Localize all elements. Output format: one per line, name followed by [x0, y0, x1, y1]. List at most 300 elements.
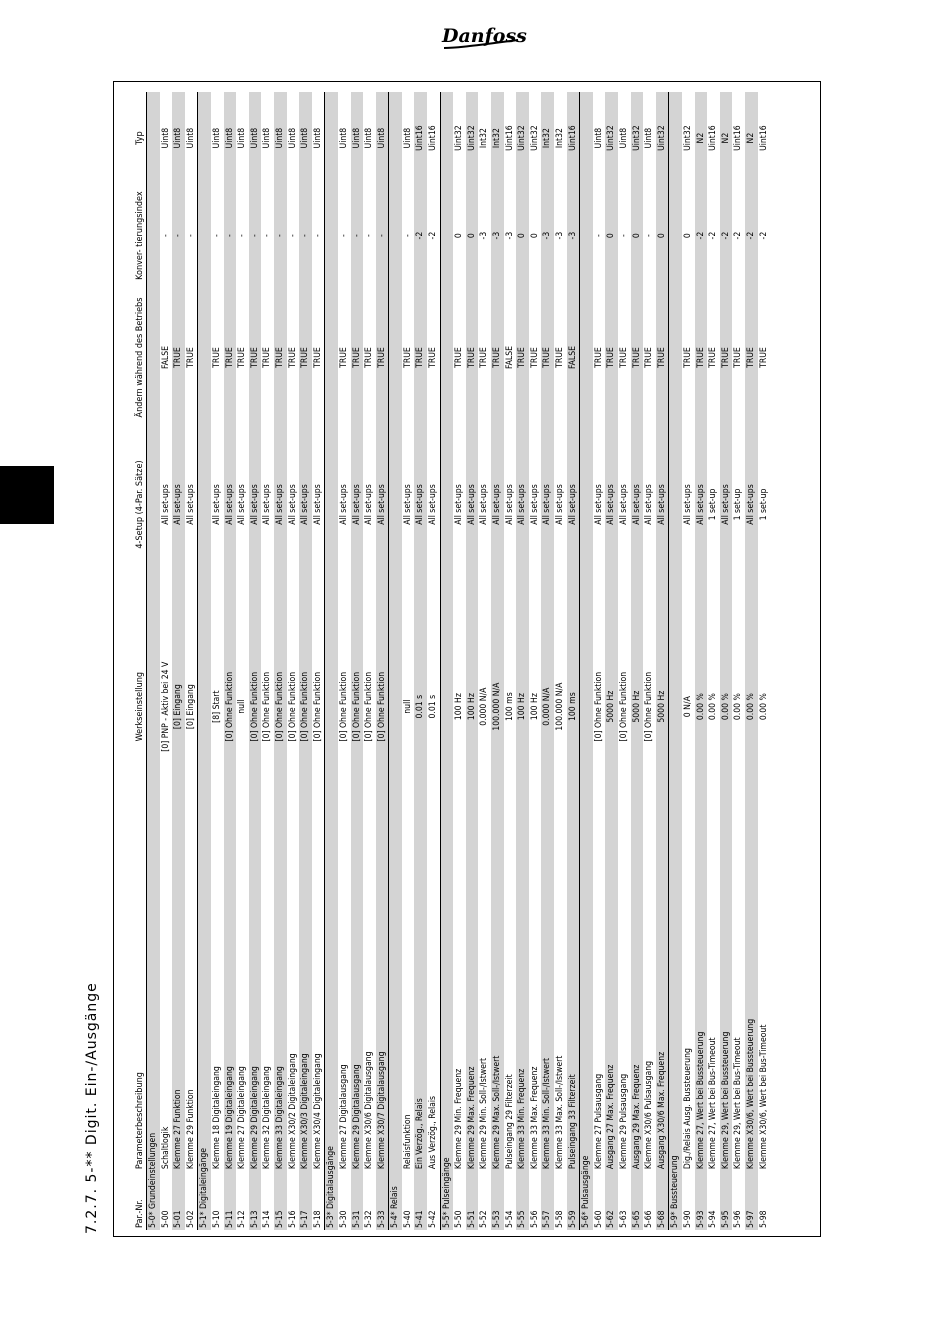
conversion-index-cell: 0: [516, 184, 529, 287]
type-cell: Uint16: [428, 125, 439, 151]
default-cell: [0] PNP - Aktiv bei 24 V: [160, 661, 171, 752]
group-filler-cell: [440, 92, 453, 184]
header-type: Typ: [135, 131, 145, 145]
change-cell: TRUE: [516, 287, 529, 428]
conversion-index-cell: -2: [745, 184, 758, 287]
type-cell: Uint8: [237, 127, 248, 149]
type-cell: Uint32: [516, 92, 529, 184]
description-cell: Klemme X30/6 Pulsausgang: [644, 1061, 655, 1170]
change-cell: FALSE: [567, 287, 580, 428]
setup-cell: All set-ups: [402, 484, 413, 525]
table-row: [593, 92, 606, 1230]
setup-cell: All set-ups: [312, 484, 323, 525]
default-cell: null: [237, 699, 248, 714]
par-nr-cell: 5-11: [224, 1171, 237, 1230]
par-nr-cell: 5-63: [618, 1210, 629, 1228]
table-row: [236, 92, 249, 1230]
group-header-row: [325, 92, 338, 1230]
type-cell: Uint8: [364, 127, 375, 149]
description-cell: Pulseingang 33 Filterzeit: [567, 832, 580, 1171]
conversion-index-cell: -2: [708, 231, 719, 240]
setup-cell: 1 set-up: [758, 488, 769, 521]
par-nr-cell: 5-94: [708, 1210, 719, 1228]
conversion-index-cell: -: [351, 184, 364, 287]
table-row: [261, 92, 274, 1230]
table-row: [554, 92, 567, 1230]
change-cell: TRUE: [644, 347, 655, 368]
group-label: 5-0* Grundeinstellungen: [147, 581, 160, 1230]
par-nr-cell: 5-62: [605, 1171, 618, 1230]
setup-cell: All set-ups: [516, 428, 529, 581]
chapter-tab: [0, 466, 54, 524]
par-nr-cell: 5-55: [516, 1171, 529, 1230]
change-cell: TRUE: [618, 347, 629, 368]
par-nr-cell: 5-52: [479, 1210, 490, 1228]
default-cell: 0.00 %: [733, 693, 744, 721]
change-cell: TRUE: [428, 347, 439, 368]
conversion-index-cell: 0: [656, 184, 669, 287]
change-cell: TRUE: [720, 287, 733, 428]
type-cell: Uint8: [262, 127, 273, 149]
default-cell: 0.00 %: [745, 581, 758, 832]
conversion-index-cell: -: [224, 184, 237, 287]
par-nr-cell: 5-31: [351, 1171, 364, 1230]
default-cell: 100 Hz: [529, 693, 540, 721]
setup-cell: 1 set-up: [708, 488, 719, 521]
change-cell: TRUE: [249, 287, 262, 428]
group-label: 5-6* Pulsausgänge: [580, 581, 593, 1230]
setup-cell: All set-ups: [249, 428, 262, 581]
description-cell: Klemme 29 Funktion: [185, 1089, 196, 1170]
header-default: Werkseinstellung: [135, 671, 145, 742]
type-cell: Uint32: [631, 92, 644, 184]
change-cell: TRUE: [364, 347, 375, 368]
table-row: [605, 92, 618, 1230]
setup-cell: All set-ups: [364, 484, 375, 525]
par-nr-cell: 5-57: [541, 1171, 554, 1230]
setup-cell: All set-ups: [618, 484, 629, 525]
table-row: [414, 92, 427, 1230]
group-label: 5-5* Pulseingänge: [440, 581, 453, 1230]
conversion-index-cell: -: [249, 184, 262, 287]
description-cell: Ausgang 29 Max. Frequenz: [631, 832, 644, 1171]
setup-cell: All set-ups: [338, 484, 349, 525]
group-filler-cell: [669, 92, 682, 184]
conversion-index-cell: -3: [504, 231, 515, 240]
default-cell: [0] Eingang: [185, 684, 196, 730]
table-body: [147, 92, 771, 1230]
par-nr-cell: 5-50: [454, 1210, 465, 1228]
conversion-index-cell: -3: [479, 231, 490, 240]
default-cell: [0] Ohne Funktion: [274, 581, 287, 832]
group-filler-cell: [147, 92, 160, 184]
conversion-index-cell: -: [172, 184, 185, 287]
change-cell: TRUE: [274, 287, 287, 428]
default-cell: 0.00 %: [720, 581, 733, 832]
description-cell: Klemme 29 Max. Frequenz: [466, 832, 479, 1171]
default-cell: [0] Ohne Funktion: [224, 581, 237, 832]
setup-cell: All set-ups: [262, 484, 273, 525]
setup-cell: All set-ups: [656, 428, 669, 581]
conversion-index-cell: -2: [733, 231, 744, 240]
type-cell: Uint8: [224, 92, 237, 184]
default-cell: 0.000 N/A: [479, 687, 490, 726]
default-cell: 100 Hz: [466, 581, 479, 832]
svg-text:Danfoss: Danfoss: [442, 25, 527, 47]
type-cell: Uint32: [454, 125, 465, 151]
conversion-index-cell: 0: [682, 233, 693, 239]
setup-cell: All set-ups: [160, 484, 171, 525]
group-filler-cell: [147, 287, 160, 428]
section-title: 7.2.7. 5-** Digit. Ein-/Ausgänge: [84, 982, 100, 1234]
setup-cell: All set-ups: [491, 428, 504, 581]
change-cell: TRUE: [338, 347, 349, 368]
group-filler-cell: [580, 92, 593, 184]
change-cell: TRUE: [414, 287, 427, 428]
parameter-table: [116, 92, 770, 1230]
change-cell: TRUE: [555, 347, 565, 368]
par-nr-cell: 5-58: [555, 1210, 565, 1228]
table-row: [707, 92, 720, 1230]
description-cell: Klemme 27 Digitaleingang: [237, 1066, 248, 1170]
type-cell: Int32: [479, 128, 490, 149]
setup-cell: All set-ups: [299, 428, 312, 581]
description-cell: Klemme 29 Min. Soll-/Istwert: [479, 1057, 490, 1170]
description-cell: Klemme X30/6 Digitalausgang: [364, 1051, 375, 1170]
header-setup: 4-Setup (4-Par. Sätze): [135, 460, 145, 549]
par-nr-cell: 5-33: [376, 1171, 389, 1230]
table-row: [745, 92, 758, 1230]
par-nr-cell: 5-53: [491, 1171, 504, 1230]
conversion-index-cell: -: [376, 184, 389, 287]
description-cell: Schaltlogik: [160, 1126, 171, 1170]
conversion-index-cell: -2: [720, 184, 733, 287]
change-cell: TRUE: [682, 347, 693, 368]
conversion-index-cell: -: [312, 234, 323, 238]
table-row: [541, 92, 554, 1230]
default-cell: 0.00 %: [695, 581, 708, 832]
type-cell: Uint16: [733, 125, 744, 151]
default-cell: 100 Hz: [516, 581, 529, 832]
par-nr-cell: 5-93: [695, 1171, 708, 1230]
change-cell: TRUE: [172, 287, 185, 428]
type-cell: Uint8: [402, 127, 413, 149]
change-cell: TRUE: [237, 347, 248, 368]
setup-cell: All set-ups: [224, 428, 237, 581]
change-cell: TRUE: [758, 347, 769, 368]
setup-cell: All set-ups: [274, 428, 287, 581]
change-cell: TRUE: [351, 287, 364, 428]
group-filler-cell: [440, 184, 453, 287]
change-cell: TRUE: [376, 287, 389, 428]
par-nr-cell: 5-02: [185, 1210, 196, 1228]
group-header-row: [580, 92, 593, 1230]
description-cell: Klemme 27 Funktion: [172, 832, 185, 1171]
description-cell: Relaisfunktion: [402, 1114, 413, 1170]
setup-cell: All set-ups: [351, 428, 364, 581]
default-cell: 0.00 %: [708, 693, 719, 721]
type-cell: Uint8: [618, 127, 629, 149]
par-nr-cell: 5-97: [745, 1171, 758, 1230]
group-filler-cell: [198, 184, 211, 287]
type-cell: Uint8: [338, 127, 349, 149]
group-filler-cell: [440, 428, 453, 581]
group-filler-cell: [198, 428, 211, 581]
conversion-index-cell: -3: [541, 184, 554, 287]
type-cell: Uint8: [249, 92, 262, 184]
change-cell: TRUE: [605, 287, 618, 428]
conversion-index-cell: -3: [491, 184, 504, 287]
default-cell: [0] Ohne Funktion: [644, 671, 655, 742]
description-cell: Pulseingang 29 Filterzeit: [504, 1074, 515, 1170]
group-header-row: [669, 92, 682, 1230]
par-nr-cell: 5-16: [287, 1210, 298, 1228]
conversion-index-cell: -3: [555, 231, 565, 240]
description-cell: Klemme 29 Max. Soll-/Istwert: [491, 832, 504, 1171]
change-cell: TRUE: [593, 347, 604, 368]
group-filler-cell: [669, 428, 682, 581]
table-row: [376, 92, 389, 1230]
setup-cell: All set-ups: [695, 428, 708, 581]
group-filler-cell: [325, 428, 338, 581]
group-filler-cell: [325, 92, 338, 184]
setup-cell: All set-ups: [414, 428, 427, 581]
setup-cell: All set-ups: [605, 428, 618, 581]
description-cell: Klemme X30/2 Digitaleingang: [287, 1053, 298, 1170]
group-filler-cell: [198, 287, 211, 428]
par-nr-cell: 5-41: [414, 1171, 427, 1230]
conversion-index-cell: -2: [428, 231, 439, 240]
setup-cell: All set-ups: [287, 484, 298, 525]
table-row: [732, 92, 745, 1230]
setup-cell: All set-ups: [567, 428, 580, 581]
table-row: [363, 92, 376, 1230]
change-cell: TRUE: [695, 287, 708, 428]
conversion-index-cell: 0: [454, 233, 465, 239]
default-cell: [0] Eingang: [172, 581, 185, 832]
group-filler-cell: [389, 92, 402, 184]
table-row: [758, 92, 771, 1230]
description-cell: Klemme 29 Min. Frequenz: [454, 1068, 465, 1170]
conversion-index-cell: -: [237, 234, 248, 238]
type-cell: Uint8: [211, 127, 222, 149]
table-header-row: [116, 92, 147, 1230]
group-header-row: [198, 92, 211, 1230]
par-nr-cell: 5-56: [529, 1210, 540, 1228]
change-cell: TRUE: [211, 347, 222, 368]
type-cell: Uint8: [274, 92, 287, 184]
default-cell: [8] Start: [211, 690, 222, 723]
description-cell: Klemme 33 Min. Soll-/Istwert: [541, 832, 554, 1171]
change-cell: TRUE: [479, 347, 490, 368]
table-row: [453, 92, 466, 1230]
change-cell: TRUE: [733, 347, 744, 368]
default-cell: [0] Ohne Funktion: [618, 671, 629, 742]
conversion-index-cell: 0: [466, 184, 479, 287]
change-cell: TRUE: [224, 287, 237, 428]
par-nr-cell: 5-17: [299, 1171, 312, 1230]
type-cell: Uint8: [287, 127, 298, 149]
setup-cell: All set-ups: [682, 484, 693, 525]
setup-cell: All set-ups: [644, 484, 655, 525]
table-row: [656, 92, 669, 1230]
type-cell: Uint8: [312, 127, 323, 149]
default-cell: [0] Ohne Funktion: [338, 671, 349, 742]
default-cell: 0.01 s: [414, 581, 427, 832]
table-row: [567, 92, 580, 1230]
setup-cell: All set-ups: [454, 484, 465, 525]
setup-cell: All set-ups: [529, 484, 540, 525]
setup-cell: All set-ups: [376, 428, 389, 581]
description-cell: Klemme 32 Digitaleingang: [262, 1066, 273, 1170]
table-row: [249, 92, 262, 1230]
conversion-index-cell: -: [211, 234, 222, 238]
description-cell: Klemme 33 Max. Frequenz: [529, 1066, 540, 1170]
par-nr-cell: 5-68: [656, 1171, 669, 1230]
type-cell: Uint8: [299, 92, 312, 184]
table-row: [427, 92, 440, 1230]
par-nr-cell: 5-98: [758, 1210, 769, 1228]
setup-cell: All set-ups: [172, 428, 185, 581]
type-cell: Uint32: [682, 125, 693, 151]
group-filler-cell: [147, 428, 160, 581]
conversion-index-cell: -2: [695, 184, 708, 287]
type-cell: Int32: [541, 92, 554, 184]
par-nr-cell: 5-95: [720, 1171, 733, 1230]
group-filler-cell: [440, 287, 453, 428]
type-cell: N2: [720, 92, 733, 184]
type-cell: Uint8: [185, 127, 196, 149]
par-nr-cell: 5-01: [172, 1171, 185, 1230]
par-nr-cell: 5-90: [682, 1210, 693, 1228]
type-cell: Uint32: [529, 125, 540, 151]
type-cell: Uint16: [414, 92, 427, 184]
type-cell: Uint16: [504, 125, 515, 151]
table-row: [299, 92, 312, 1230]
description-cell: Klemme 18 Digitaleingang: [211, 1066, 222, 1170]
change-cell: TRUE: [185, 347, 196, 368]
change-cell: FALSE: [160, 346, 171, 370]
setup-cell: All set-ups: [593, 484, 604, 525]
conversion-index-cell: -: [160, 234, 171, 238]
table-row: [338, 92, 351, 1230]
description-cell: Klemme 29 Digitaleingang: [249, 832, 262, 1171]
default-cell: 100 Hz: [454, 693, 465, 721]
default-cell: 100 ms: [567, 581, 580, 832]
table-row: [274, 92, 287, 1230]
setup-cell: All set-ups: [504, 484, 515, 525]
table-row: [491, 92, 504, 1230]
par-nr-cell: 5-59: [567, 1171, 580, 1230]
group-label: 5-1* Digitaleingänge: [198, 581, 211, 1230]
description-cell: Aus Verzög., Relais: [428, 1095, 439, 1170]
group-filler-cell: [147, 184, 160, 287]
description-cell: Ausgang 27 Max. Frequenz: [605, 832, 618, 1171]
conversion-index-cell: -: [262, 234, 273, 238]
par-nr-cell: 5-51: [466, 1171, 479, 1230]
table-row: [351, 92, 364, 1230]
type-cell: Uint32: [466, 92, 479, 184]
setup-cell: All set-ups: [631, 428, 644, 581]
conversion-index-cell: -: [338, 234, 349, 238]
change-cell: TRUE: [466, 287, 479, 428]
table-row: [478, 92, 491, 1230]
default-cell: 5000 Hz: [631, 581, 644, 832]
rotated-page-content: [84, 82, 822, 1238]
description-cell: Klemme 27, Wert bei Bussteuerung: [695, 832, 708, 1171]
group-filler-cell: [198, 92, 211, 184]
type-cell: N2: [745, 92, 758, 184]
table-row: [172, 92, 185, 1230]
par-nr-cell: 5-00: [160, 1210, 171, 1228]
description-cell: Klemme 33 Max. Soll-/Istwert: [555, 1055, 565, 1170]
description-cell: Klemme 29 Digitalausgang: [351, 832, 364, 1171]
description-cell: Klemme 29 Pulsausgang: [618, 1073, 629, 1170]
default-cell: 5000 Hz: [656, 581, 669, 832]
change-cell: TRUE: [631, 287, 644, 428]
group-filler-cell: [389, 184, 402, 287]
conversion-index-cell: -: [593, 234, 604, 238]
par-nr-cell: 5-65: [631, 1171, 644, 1230]
default-cell: 100.000 N/A: [555, 682, 565, 731]
table-row: [211, 92, 224, 1230]
table-row: [312, 92, 325, 1230]
par-nr-cell: 5-18: [312, 1210, 323, 1228]
change-cell: TRUE: [454, 347, 465, 368]
setup-cell: All set-ups: [479, 484, 490, 525]
conversion-index-cell: -: [287, 234, 298, 238]
setup-cell: All set-ups: [555, 484, 565, 525]
group-label: 5-4* Relais: [389, 581, 402, 1230]
conversion-index-cell: -: [274, 184, 287, 287]
setup-cell: All set-ups: [185, 484, 196, 525]
change-cell: TRUE: [491, 287, 504, 428]
conversion-index-cell: -: [402, 234, 413, 238]
description-cell: Klemme 33 Min. Frequenz: [516, 832, 529, 1171]
setup-cell: All set-ups: [720, 428, 733, 581]
group-filler-cell: [325, 287, 338, 428]
parameter-table-frame: [84, 81, 821, 1237]
table-row: [643, 92, 656, 1230]
default-cell: [0] Ohne Funktion: [287, 671, 298, 742]
description-cell: Klemme X30/7 Digitalausgang: [376, 832, 389, 1171]
conversion-index-cell: 0: [529, 233, 540, 239]
table-row: [631, 92, 644, 1230]
description-cell: Klemme 27 Digitalausgang: [338, 1064, 349, 1170]
type-cell: N2: [695, 92, 708, 184]
default-cell: [0] Ohne Funktion: [351, 581, 364, 832]
change-cell: TRUE: [656, 287, 669, 428]
type-cell: Uint16: [567, 92, 580, 184]
default-cell: [0] Ohne Funktion: [262, 671, 273, 742]
setup-cell: All set-ups: [211, 484, 222, 525]
par-nr-cell: 5-42: [428, 1210, 439, 1228]
default-cell: 0 N/A: [682, 696, 693, 718]
description-cell: Klemme X30/4 Digitaleingang: [312, 1053, 323, 1170]
table-row: [682, 92, 695, 1230]
header-par-nr: Par.-Nr.: [135, 1199, 145, 1228]
table-row: [160, 92, 173, 1230]
conversion-index-cell: -: [644, 234, 655, 238]
description-cell: Ausgang X30/6 Max. Frequenz: [656, 832, 669, 1171]
group-filler-cell: [580, 287, 593, 428]
default-cell: 100.000 N/A: [491, 581, 504, 832]
group-filler-cell: [669, 184, 682, 287]
par-nr-cell: 5-12: [237, 1210, 248, 1228]
type-cell: Uint8: [593, 127, 604, 149]
setup-cell: All set-ups: [237, 484, 248, 525]
change-cell: TRUE: [529, 347, 540, 368]
